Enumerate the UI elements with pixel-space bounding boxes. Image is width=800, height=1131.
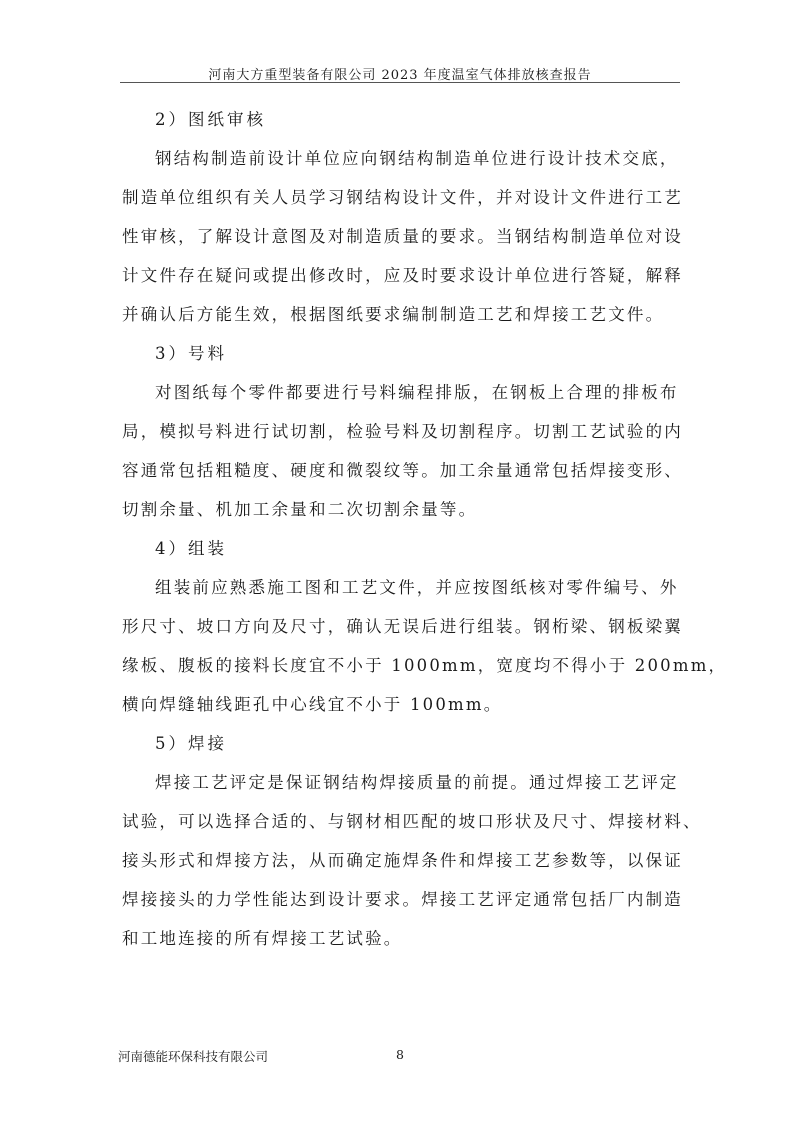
- section-marking: [122, 334, 683, 529]
- text-line: 缘板、腹板的接料长度宜不小于 1000mm，宽度均不得小于 200mm，: [122, 656, 728, 675]
- section-heading: 5）焊接: [155, 734, 227, 753]
- footer-company: 河南德能环保科技有限公司: [118, 1049, 269, 1064]
- text-line: 性审核，了解设计意图及对制造质量的要求。当钢结构制造单位对设: [122, 227, 683, 246]
- text-line: 接头形式和焊接方法，从而确定施焊条件和焊接工艺参数等，以保证: [122, 851, 683, 870]
- document-body: [122, 100, 728, 958]
- text-line: 焊接工艺评定是保证钢结构焊接质量的前提。通过焊接工艺评定: [155, 773, 679, 792]
- text-line: 组装前应熟悉施工图和工艺文件，并应按图纸核对零件编号、外: [155, 578, 679, 597]
- section-assembly: [122, 529, 728, 724]
- section-heading: 4）组装: [155, 539, 227, 558]
- text-line: 制造单位组织有关人员学习钢结构设计文件，并对设计文件进行工艺: [122, 188, 683, 207]
- paragraph: [122, 568, 728, 724]
- text-line: 形尺寸、坡口方向及尺寸，确认无误后进行组装。钢桁梁、钢板梁翼: [122, 617, 683, 636]
- text-line: 试验，可以选择合适的、与钢材相匹配的坡口形状及尺寸、焊接材料、: [122, 812, 702, 831]
- text-line: 焊接接头的力学性能达到设计要求。焊接工艺评定通常包括厂内制造: [122, 890, 683, 909]
- section-drawing-review: [122, 100, 683, 334]
- text-line: 切割余量、机加工余量和二次切割余量等。: [122, 500, 478, 519]
- text-line: 钢结构制造前设计单位应向钢结构制造单位进行设计技术交底，: [155, 149, 679, 168]
- section-heading: 3）号料: [155, 344, 227, 363]
- paragraph: [122, 763, 702, 958]
- text-line: 并确认后方能生效，根据图纸要求编制制造工艺和焊接工艺文件。: [122, 305, 665, 324]
- text-line: 计文件存在疑问或提出修改时，应及时要求设计单位进行答疑，解释: [122, 266, 683, 285]
- paragraph: [122, 373, 683, 529]
- section-welding: [122, 724, 702, 958]
- header-title: 河南大方重型装备有限公司 2023 年度温室气体排放核查报告: [208, 68, 592, 83]
- page-number: 8: [396, 1047, 404, 1062]
- text-line: 局，模拟号料进行试切割，检验号料及切割程序。切割工艺试验的内: [122, 422, 683, 441]
- text-line: 容通常包括粗糙度、硬度和微裂纹等。加工余量通常包括焊接变形、: [122, 461, 683, 480]
- section-heading: 2）图纸审核: [155, 110, 266, 129]
- text-line: 和工地连接的所有焊接工艺试验。: [122, 929, 403, 948]
- text-line: 横向焊缝轴线距孔中心线宜不小于 100mm。: [122, 695, 503, 714]
- paragraph: [122, 139, 683, 334]
- text-line: 对图纸每个零件都要进行号料编程排版，在钢板上合理的排板布: [155, 383, 679, 402]
- header-rule: [120, 82, 680, 83]
